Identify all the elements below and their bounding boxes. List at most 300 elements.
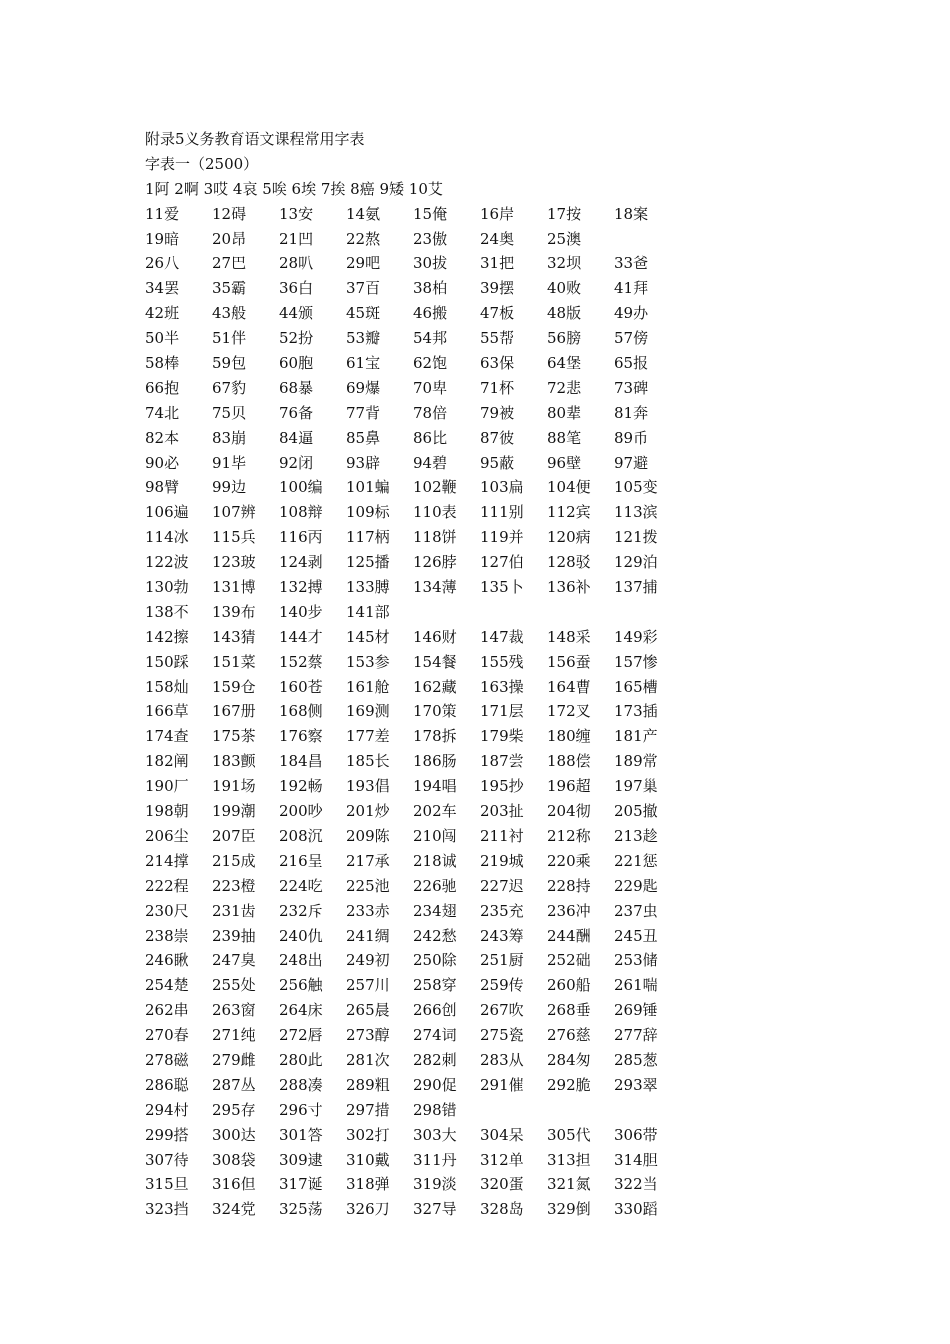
table-row (145, 426, 845, 451)
character-entry: 96壁 (547, 453, 582, 472)
table-row (145, 451, 845, 476)
character-entry: 310戴 (346, 1150, 390, 1169)
character-entry: 235充 (480, 901, 524, 920)
character-entry: 57傍 (614, 329, 649, 348)
table-row (145, 500, 845, 525)
character-entry: 298错 (413, 1100, 457, 1119)
character-entry: 222程 (145, 876, 189, 895)
character-entry: 287丛 (212, 1075, 256, 1094)
character-entry: 37百 (346, 279, 381, 298)
character-entry: 224吃 (279, 876, 323, 895)
character-entry: 227迟 (480, 876, 524, 895)
character-entry: 48版 (547, 304, 582, 323)
character-entry: 65报 (614, 354, 649, 373)
table-row (145, 924, 845, 949)
character-entry: 103扁 (480, 478, 524, 497)
character-entry: 279雌 (212, 1050, 256, 1069)
character-entry: 181产 (614, 727, 658, 746)
character-entry: 18案 (614, 204, 649, 223)
character-entry: 40败 (547, 279, 582, 298)
character-entry: 199潮 (212, 802, 256, 821)
character-entry: 261喘 (614, 976, 658, 995)
character-entry: 167册 (212, 702, 256, 721)
table-row (145, 1172, 845, 1197)
table-row (145, 675, 845, 700)
table-row (145, 724, 845, 749)
character-entry: 144才 (279, 627, 323, 646)
character-entry: 264床 (279, 1001, 323, 1020)
character-entry: 66抱 (145, 378, 180, 397)
character-entry: 325荡 (279, 1200, 323, 1219)
character-entry: 12碍 (212, 204, 247, 223)
character-entry: 179柴 (480, 727, 524, 746)
character-entry: 149彩 (614, 627, 658, 646)
character-entry: 309逮 (279, 1150, 323, 1169)
character-entry: 147裁 (480, 627, 524, 646)
table-row (145, 600, 845, 625)
character-entry: 255处 (212, 976, 256, 995)
character-entry: 129泊 (614, 553, 658, 572)
table-row (145, 227, 845, 252)
character-entry: 116丙 (279, 528, 323, 547)
character-entry: 154餐 (413, 652, 457, 671)
character-entry: 131博 (212, 578, 256, 597)
character-entry: 206尘 (145, 826, 189, 845)
character-entry: 299搭 (145, 1125, 189, 1144)
character-entry: 234翅 (413, 901, 457, 920)
character-entry: 208沉 (279, 826, 323, 845)
character-entry: 121拨 (614, 528, 658, 547)
table-row (145, 948, 845, 973)
table-row (145, 276, 845, 301)
character-entry: 47板 (480, 304, 515, 323)
character-entry: 125播 (346, 553, 390, 572)
character-entry: 253储 (614, 951, 658, 970)
table-row (145, 475, 845, 500)
character-entry: 42班 (145, 304, 180, 323)
table-row (145, 899, 845, 924)
character-entry: 152蔡 (279, 652, 323, 671)
character-entry: 15俺 (413, 204, 448, 223)
character-entry: 133膊 (346, 578, 390, 597)
character-entry: 75贝 (212, 403, 247, 422)
character-entry: 117柄 (346, 528, 390, 547)
table-row (145, 1148, 845, 1173)
character-entry: 242愁 (413, 926, 457, 945)
character-entry: 276慈 (547, 1026, 591, 1045)
character-entry: 114冰 (145, 528, 189, 547)
character-entry: 44颁 (279, 304, 314, 323)
character-entry: 29吧 (346, 254, 381, 273)
character-entry: 136补 (547, 578, 591, 597)
character-entry: 191场 (212, 777, 256, 796)
table-row (145, 650, 845, 675)
table-row (145, 699, 845, 724)
table-row (145, 351, 845, 376)
character-entry: 26八 (145, 254, 180, 273)
character-entry: 150踩 (145, 652, 189, 671)
character-entry: 162藏 (413, 677, 457, 696)
character-entry: 92闭 (279, 453, 314, 472)
character-entry: 102鞭 (413, 478, 457, 497)
character-entry: 105变 (614, 478, 658, 497)
character-entry: 39摆 (480, 279, 515, 298)
character-entry: 36白 (279, 279, 314, 298)
character-entry: 94碧 (413, 453, 448, 472)
character-entry: 119并 (480, 528, 524, 547)
character-entry: 49办 (614, 304, 649, 323)
character-entry: 77背 (346, 403, 381, 422)
document-page (145, 127, 845, 1222)
character-entry: 313担 (547, 1150, 591, 1169)
character-entry: 329倒 (547, 1200, 591, 1219)
character-entry: 101蝙 (346, 478, 390, 497)
character-entry: 93辟 (346, 453, 381, 472)
character-entry: 135卜 (480, 578, 524, 597)
character-entry: 305代 (547, 1125, 591, 1144)
table-row (145, 525, 845, 550)
character-entry: 216呈 (279, 851, 323, 870)
character-entry: 28叭 (279, 254, 314, 273)
character-entry: 14氨 (346, 204, 381, 223)
character-entry: 290促 (413, 1075, 457, 1094)
character-entry: 203扯 (480, 802, 524, 821)
table-row (145, 774, 845, 799)
character-entry: 128驳 (547, 553, 591, 572)
character-entry: 138不 (145, 602, 189, 621)
character-entry: 295存 (212, 1100, 256, 1119)
table-row (145, 1048, 845, 1073)
character-entry: 81奔 (614, 403, 649, 422)
character-entry: 292脆 (547, 1075, 591, 1094)
character-entry: 319淡 (413, 1175, 457, 1194)
character-entry: 237虫 (614, 901, 658, 920)
character-entry: 173插 (614, 702, 658, 721)
character-entry: 19暗 (145, 229, 180, 248)
character-entry: 84逼 (279, 428, 314, 447)
character-entry: 324党 (212, 1200, 256, 1219)
character-entry: 240仇 (279, 926, 323, 945)
character-entry: 80辈 (547, 403, 582, 422)
character-entry: 207臣 (212, 826, 256, 845)
character-entry: 142擦 (145, 627, 189, 646)
character-entry: 126脖 (413, 553, 457, 572)
character-entry: 168侧 (279, 702, 323, 721)
character-entry: 99边 (212, 478, 247, 497)
character-entry: 122波 (145, 553, 189, 572)
table-row (145, 799, 845, 824)
character-entry: 230尺 (145, 901, 189, 920)
character-entry: 195抄 (480, 777, 524, 796)
table-row (145, 575, 845, 600)
character-entry: 307待 (145, 1150, 189, 1169)
character-entry: 78倍 (413, 403, 448, 422)
character-entry: 274词 (413, 1026, 457, 1045)
character-entry: 123玻 (212, 553, 256, 572)
character-entry: 306带 (614, 1125, 658, 1144)
character-entry: 171层 (480, 702, 524, 721)
character-entry: 59包 (212, 354, 247, 373)
character-entry: 311丹 (413, 1150, 457, 1169)
table-row (145, 301, 845, 326)
character-entry: 46搬 (413, 304, 448, 323)
character-entry: 282刺 (413, 1050, 457, 1069)
character-entry: 220乘 (547, 851, 591, 870)
character-entry: 268垂 (547, 1001, 591, 1020)
character-entry: 317诞 (279, 1175, 323, 1194)
character-entry: 326刀 (346, 1200, 390, 1219)
character-entry: 91毕 (212, 453, 247, 472)
character-entry: 210闯 (413, 826, 457, 845)
table-row (145, 824, 845, 849)
character-entry: 157惨 (614, 652, 658, 671)
character-entry: 87彼 (480, 428, 515, 447)
character-entry: 231齿 (212, 901, 256, 920)
character-entry: 196超 (547, 777, 591, 796)
character-entry: 24奥 (480, 229, 515, 248)
table-row (145, 998, 845, 1023)
character-entry: 82本 (145, 428, 180, 447)
character-entry: 79被 (480, 403, 515, 422)
character-entry: 166草 (145, 702, 189, 721)
character-entry: 286聪 (145, 1075, 189, 1094)
table-row (145, 1197, 845, 1222)
character-entry: 280此 (279, 1050, 323, 1069)
character-entry: 64堡 (547, 354, 582, 373)
character-entry: 233赤 (346, 901, 390, 920)
character-entry: 60胞 (279, 354, 314, 373)
character-entry: 23傲 (413, 229, 448, 248)
character-entry: 85鼻 (346, 428, 381, 447)
character-entry: 312单 (480, 1150, 524, 1169)
character-entry: 22熬 (346, 229, 381, 248)
character-entry: 238崇 (145, 926, 189, 945)
character-entry: 192畅 (279, 777, 323, 796)
character-entry: 54邦 (413, 329, 448, 348)
character-entry: 120病 (547, 528, 591, 547)
character-entry: 130勃 (145, 578, 189, 597)
character-entry: 201炒 (346, 802, 390, 821)
character-entry: 259传 (480, 976, 524, 995)
character-entry: 174查 (145, 727, 189, 746)
character-entry: 115兵 (212, 528, 256, 547)
character-entry: 209陈 (346, 826, 390, 845)
character-entry: 219城 (480, 851, 524, 870)
table-row (145, 1023, 845, 1048)
character-entry: 271纯 (212, 1026, 256, 1045)
character-entry: 30拔 (413, 254, 448, 273)
character-entry: 301答 (279, 1125, 323, 1144)
character-entry: 228持 (547, 876, 591, 895)
character-entry: 272唇 (279, 1026, 323, 1045)
table-subtitle: 字表一（2500） (145, 154, 259, 173)
character-entry: 243筹 (480, 926, 524, 945)
table-row (145, 326, 845, 351)
character-entry: 141部 (346, 602, 390, 621)
character-entry: 214撑 (145, 851, 189, 870)
character-entry: 100编 (279, 478, 323, 497)
character-entry: 11爱 (145, 204, 180, 223)
character-entry: 308袋 (212, 1150, 256, 1169)
character-entry: 184昌 (279, 752, 323, 771)
character-entry: 90必 (145, 453, 180, 472)
character-entry: 50半 (145, 329, 180, 348)
character-entry: 134薄 (413, 578, 457, 597)
table-row (145, 625, 845, 650)
character-entry: 182阐 (145, 752, 189, 771)
character-entry: 111别 (480, 503, 524, 522)
character-entry: 32坝 (547, 254, 582, 273)
table-row (145, 1098, 845, 1123)
character-entry: 296寸 (279, 1100, 323, 1119)
character-entry: 226驰 (413, 876, 457, 895)
character-entry: 107辨 (212, 503, 256, 522)
character-entry: 95蔽 (480, 453, 515, 472)
character-entry: 250除 (413, 951, 457, 970)
character-entry: 165槽 (614, 677, 658, 696)
character-entry: 52扮 (279, 329, 314, 348)
character-entry: 218诚 (413, 851, 457, 870)
table-row (145, 849, 845, 874)
character-entry: 267吹 (480, 1001, 524, 1020)
character-entry: 38柏 (413, 279, 448, 298)
character-entry: 67豹 (212, 378, 247, 397)
character-entry: 132搏 (279, 578, 323, 597)
character-entry: 241绸 (346, 926, 390, 945)
character-entry: 284匆 (547, 1050, 591, 1069)
character-entry: 320蛋 (480, 1175, 524, 1194)
character-entry: 51伴 (212, 329, 247, 348)
character-entry: 328岛 (480, 1200, 524, 1219)
character-entry: 247臭 (212, 951, 256, 970)
character-entry: 260船 (547, 976, 591, 995)
character-entry: 109标 (346, 503, 390, 522)
character-entry: 217承 (346, 851, 390, 870)
character-entry: 43般 (212, 304, 247, 323)
character-entry: 239抽 (212, 926, 256, 945)
character-entry: 71杯 (480, 378, 515, 397)
character-entry: 55帮 (480, 329, 515, 348)
character-entry: 88笔 (547, 428, 582, 447)
character-entry: 156蚕 (547, 652, 591, 671)
character-entry: 72悲 (547, 378, 582, 397)
character-entry: 323挡 (145, 1200, 189, 1219)
character-entry: 265晨 (346, 1001, 390, 1020)
character-entry: 249初 (346, 951, 390, 970)
table-row (145, 749, 845, 774)
character-entry: 17按 (547, 204, 582, 223)
character-entry: 251厨 (480, 951, 524, 970)
table-row (145, 401, 845, 426)
character-entry: 148采 (547, 627, 591, 646)
character-entry: 180缠 (547, 727, 591, 746)
document-title: 附录5义务教育语文课程常用字表 (145, 130, 365, 148)
character-entry: 97避 (614, 453, 649, 472)
character-entry: 248出 (279, 951, 323, 970)
character-entry: 202车 (413, 802, 457, 821)
character-entry: 314胆 (614, 1150, 658, 1169)
character-entry: 212称 (547, 826, 591, 845)
character-entry: 246瞅 (145, 951, 189, 970)
character-entry: 223橙 (212, 876, 256, 895)
character-entry: 89币 (614, 428, 649, 447)
character-entry: 211衬 (480, 826, 524, 845)
character-entry: 73碑 (614, 378, 649, 397)
character-entry: 146财 (413, 627, 457, 646)
character-entry: 83崩 (212, 428, 247, 447)
table-row (145, 874, 845, 899)
character-entry: 297措 (346, 1100, 390, 1119)
character-entry: 106遍 (145, 503, 189, 522)
character-entry: 34罢 (145, 279, 180, 298)
character-entry: 188偿 (547, 752, 591, 771)
character-entry: 198朝 (145, 802, 189, 821)
character-entry: 58棒 (145, 354, 180, 373)
character-entry: 112宾 (547, 503, 591, 522)
character-entry: 153参 (346, 652, 390, 671)
character-entry: 158灿 (145, 677, 189, 696)
first-line: 1阿 2啊 3哎 4哀 5唉 6埃 7挨 8癌 9矮 10艾 (145, 179, 443, 198)
character-entry: 25澳 (547, 229, 582, 248)
character-entry: 108辩 (279, 503, 323, 522)
character-entry: 245丑 (614, 926, 658, 945)
character-entry: 288凑 (279, 1075, 323, 1094)
character-entry: 236冲 (547, 901, 591, 920)
character-entry: 178拆 (413, 727, 457, 746)
character-entry: 35霸 (212, 279, 247, 298)
character-entry: 98臂 (145, 478, 180, 497)
character-entry: 175茶 (212, 727, 256, 746)
character-entry: 200吵 (279, 802, 323, 821)
character-entry: 169测 (346, 702, 390, 721)
character-entry: 118饼 (413, 528, 457, 547)
character-entry: 183颤 (212, 752, 256, 771)
character-entry: 300达 (212, 1125, 256, 1144)
character-entry: 45斑 (346, 304, 381, 323)
character-entry: 41拜 (614, 279, 649, 298)
character-entry: 277辞 (614, 1026, 658, 1045)
character-entry: 291催 (480, 1075, 524, 1094)
character-entry: 27巴 (212, 254, 247, 273)
table-row (145, 376, 845, 401)
character-entry: 151菜 (212, 652, 256, 671)
character-entry: 127伯 (480, 553, 524, 572)
character-entry: 186肠 (413, 752, 457, 771)
character-entry: 281次 (346, 1050, 390, 1069)
character-entry: 16岸 (480, 204, 515, 223)
character-entry: 213趁 (614, 826, 658, 845)
character-entry: 31把 (480, 254, 515, 273)
character-entry: 194唱 (413, 777, 457, 796)
character-entry: 304呆 (480, 1125, 524, 1144)
character-entry: 160苍 (279, 677, 323, 696)
table-row (145, 202, 845, 227)
character-entry: 327导 (413, 1200, 457, 1219)
character-entry: 257川 (346, 976, 390, 995)
character-entry: 278磁 (145, 1050, 189, 1069)
character-entry: 69爆 (346, 378, 381, 397)
character-entry: 68暴 (279, 378, 314, 397)
character-entry: 163操 (480, 677, 524, 696)
character-entry: 145材 (346, 627, 390, 646)
character-entry: 266创 (413, 1001, 457, 1020)
character-entry: 21凹 (279, 229, 314, 248)
character-entry: 113滨 (614, 503, 658, 522)
character-entry: 70卑 (413, 378, 448, 397)
character-entry: 294村 (145, 1100, 189, 1119)
character-entry: 139布 (212, 602, 256, 621)
character-entry: 258穿 (413, 976, 457, 995)
